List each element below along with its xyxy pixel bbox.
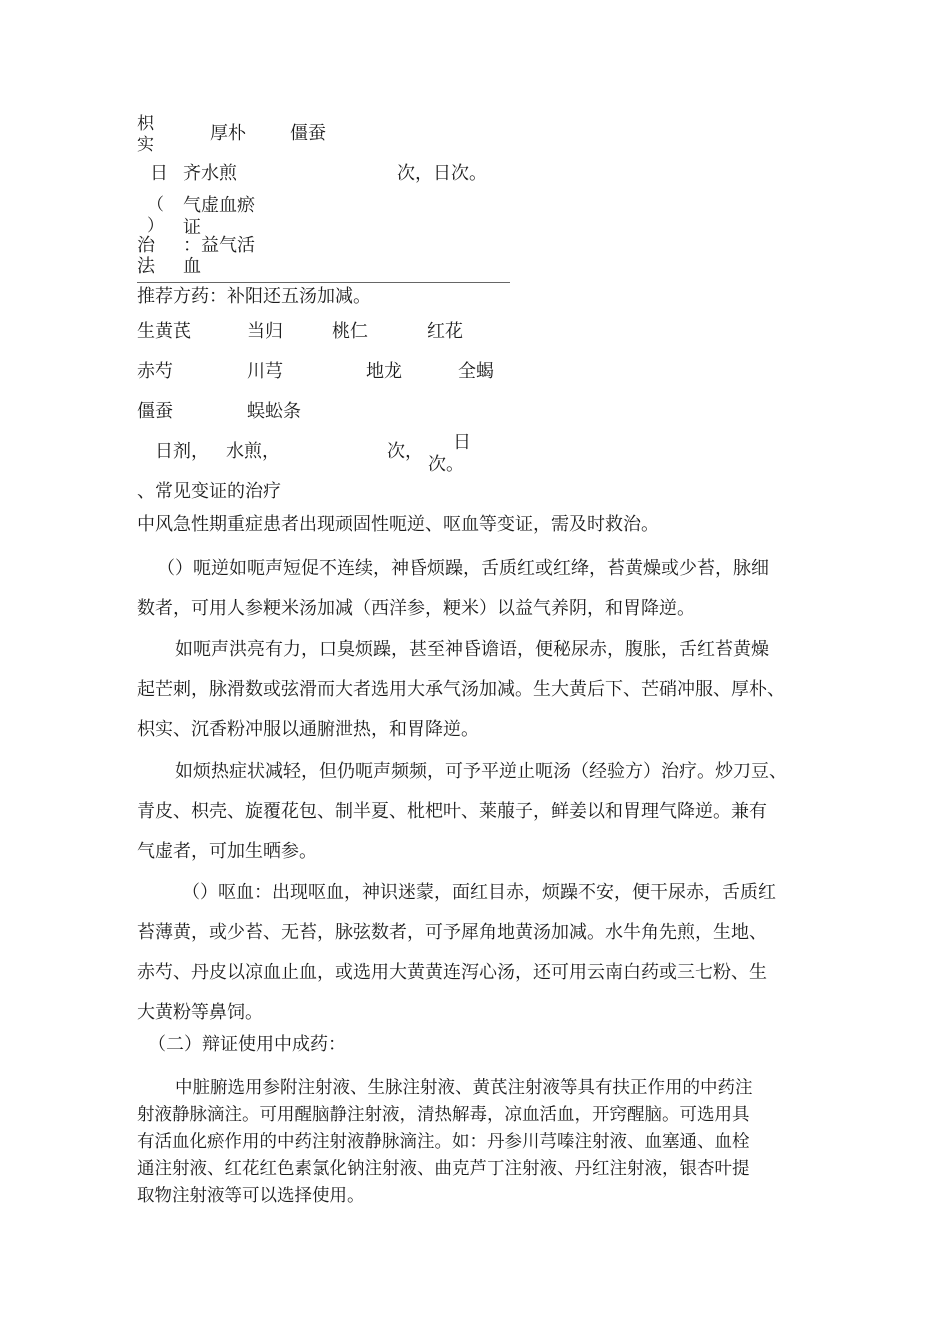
section-intro: 中风急性期重症患者出现顽固性呃逆、呕血等变证，需及时救治。 — [137, 514, 659, 535]
paragraph-line: 取物注射液等可以选择使用。 — [137, 1186, 365, 1206]
paren-mark: ） — [147, 216, 164, 236]
paragraph-line: 中脏腑选用参附注射液、生脉注射液、黄芪注射液等具有扶正作用的中药注 — [175, 1078, 753, 1098]
herb-label: 桃仁 — [332, 321, 368, 342]
paren-mark: （ — [147, 195, 164, 215]
herb-label: 川芎 — [247, 361, 283, 382]
herb-label: 全蝎 — [458, 361, 494, 382]
syndrome-label: 证 — [183, 217, 201, 238]
herb-label: 僵蚕 — [137, 401, 173, 422]
dosage-text: 日剂， — [155, 441, 209, 462]
herb-label: 赤芍 — [137, 361, 173, 382]
sub-heading: （二）辩证使用中成药： — [148, 1034, 346, 1055]
syndrome-label: 气虚血瘀 — [183, 195, 255, 216]
paragraph-hiccup-excess — [137, 630, 817, 750]
paragraph-line: 射液静脉滴注。可用醒脑静注射液，清热解毒，凉血活血，开窍醒脑。可选用具 — [137, 1105, 750, 1125]
dosage-text: 齐水煎 — [183, 163, 237, 184]
dosage-text: 次， — [387, 441, 423, 462]
therapy-label: ：益气活 — [183, 235, 255, 256]
paragraph-hiccup-mild — [137, 752, 817, 872]
divider — [137, 282, 510, 283]
paragraph-line: 如呃声洪亮有力，口臭烦躁，甚至神昏谵语，便秘尿赤，腹胀，舌红苔黄燥 — [175, 639, 769, 660]
dosage-text: 次。 — [428, 454, 464, 475]
therapy-label: 血 — [183, 256, 201, 277]
paragraph-line: 数者，可用人参粳米汤加减（西洋参，粳米）以益气养阴，和胃降逆。 — [137, 598, 695, 619]
paragraph-hematemesis — [137, 873, 817, 1033]
paragraph-line: 气虚者，可加生晒参。 — [137, 841, 317, 862]
top-char: 枳 — [137, 114, 154, 134]
paragraph-line: （）呃逆如呃声短促不连续，神昏烦躁，舌质红或红绛，苔黄燥或少苔，脉细 — [157, 558, 769, 579]
top-char: 实 — [137, 135, 154, 155]
top-char: 日 — [150, 163, 168, 184]
top-char: 法 — [137, 256, 155, 277]
paragraph-line: 青皮、枳壳、旋覆花包、制半夏、枇杷叶、莱菔子，鲜姜以和胃理气降逆。兼有 — [137, 801, 767, 822]
paragraph-line: 如烦热症状减轻，但仍呃声频频，可予平逆止呃汤（经验方）治疗。炒刀豆、 — [175, 761, 787, 782]
herb-label: 僵蚕 — [290, 123, 326, 144]
herb-label: 地龙 — [366, 361, 402, 382]
paragraph-line: 枳实、沉香粉冲服以通腑泄热，和胃降逆。 — [137, 719, 479, 740]
paragraph-line: 赤芍、丹皮以凉血止血，或选用大黄黄连泻心汤，还可用云南白药或三七粉、生 — [137, 962, 767, 983]
dosage-text: 日 — [453, 432, 471, 453]
paragraph-line: 有活血化瘀作用的中药注射液静脉滴注。如：丹参川芎嗪注射液、血塞通、血栓 — [137, 1132, 750, 1152]
herb-label: 蜈蚣条 — [247, 401, 301, 422]
dosage-text: 次，日次。 — [397, 163, 487, 184]
herb-label: 当归 — [247, 321, 283, 342]
herb-label: 生黄芪 — [137, 321, 191, 342]
formula-title: 推荐方药：补阳还五汤加减。 — [137, 286, 371, 307]
paragraph-line: 通注射液、红花红色素氯化钠注射液、曲克芦丁注射液、丹红注射液，银杏叶提 — [137, 1159, 750, 1179]
dosage-text: 水煎， — [226, 441, 280, 462]
herb-label: 红花 — [427, 321, 463, 342]
paragraph-patent-medicine — [137, 1075, 817, 1210]
section-heading: 、常见变证的治疗 — [137, 481, 281, 502]
paragraph-line: 大黄粉等鼻饲。 — [137, 1002, 263, 1023]
paragraph-line: （）呕血：出现呕血，神识迷蒙，面红目赤，烦躁不安，便干尿赤，舌质红 — [182, 882, 776, 903]
paragraph-line: 起芒刺，脉滑数或弦滑而大者选用大承气汤加减。生大黄后下、芒硝冲服、厚朴、 — [137, 679, 785, 700]
top-char: 治 — [137, 235, 155, 256]
paragraph-hiccup — [137, 549, 817, 629]
herb-label: 厚朴 — [210, 123, 246, 144]
paragraph-line: 苔薄黄，或少苔、无苔，脉弦数者，可予犀角地黄汤加减。水牛角先煎，生地、 — [137, 922, 767, 943]
